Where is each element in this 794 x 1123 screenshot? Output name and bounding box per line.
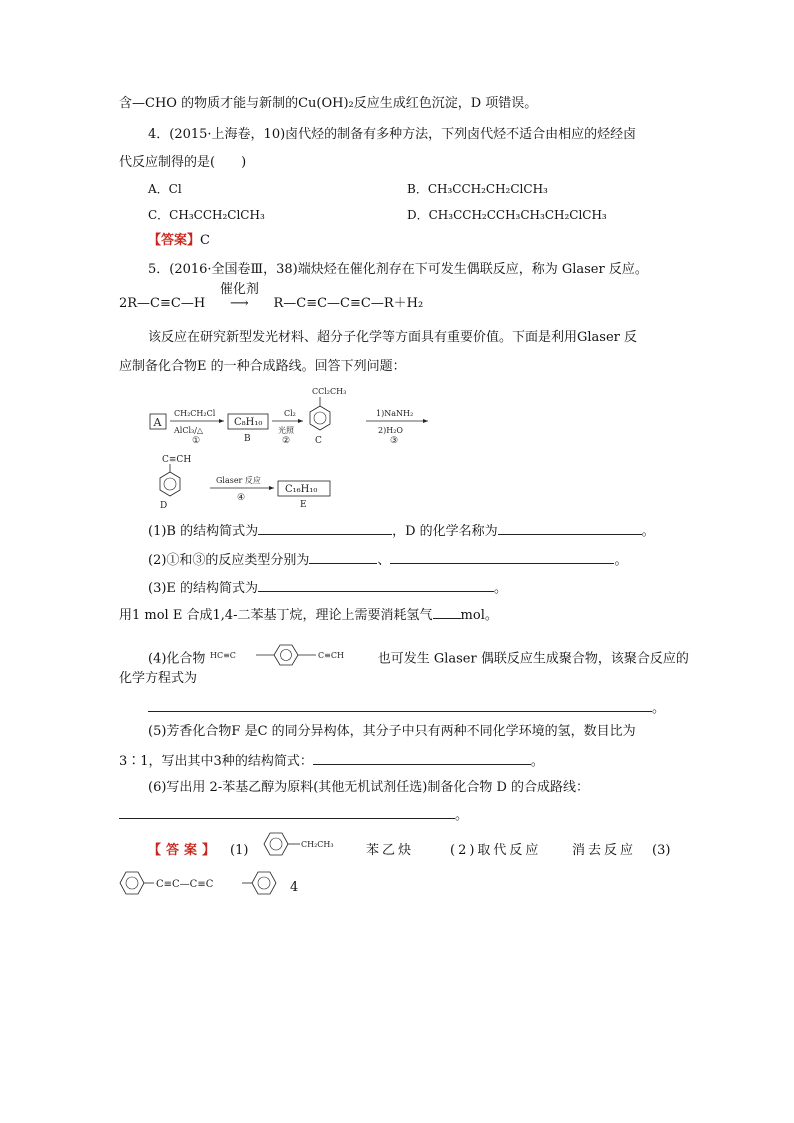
reagent1-top: CH₂CH₂Cl: [174, 409, 216, 418]
subq5-line1: (5)芳香化合物F 是C 的同分异构体，其分子中只有两种不同化学环境的氢，数目比为: [148, 724, 636, 739]
subq6-blank-route[interactable]: [119, 806, 455, 819]
q5-answer-label: 【答案】: [148, 843, 221, 858]
subq1-text-c: 。: [641, 524, 655, 539]
subq2-text-c: 。: [614, 553, 628, 568]
compound-e-formula: C₁₆H₁₀: [285, 484, 318, 495]
answer3-hydrogen: 4: [290, 880, 299, 895]
subq3-text-a: (3)E 的结构简式为: [148, 581, 259, 596]
compound-c-substituent: CCl₂CH₃: [312, 387, 347, 396]
reagent3-top: 1)NaNH₂: [376, 409, 414, 418]
q4-option-d: D．CH₃CCH₂CCH₃CH₃CH₂ClCH₃: [407, 208, 607, 222]
step2-number: ②: [282, 436, 291, 446]
q4-stem-line1: 4．(2015·上海卷，10)卤代烃的制备有多种方法，下列卤代烃不适合由相应的烃经卤: [148, 127, 637, 142]
answer1-name: 苯乙炔: [366, 843, 415, 858]
q4-answer: [148, 233, 210, 249]
ethylbenzene-ring: [264, 833, 288, 855]
ethylbenzene-structure: [258, 830, 352, 860]
q5-para-line2: 应制备化合物E 的一种合成路线。回答下列问题：: [119, 359, 406, 374]
right-phenyl-ring: [252, 872, 276, 894]
benzene-ring: [274, 645, 298, 665]
subq1-blank-d-name[interactable]: [498, 522, 642, 535]
diethynylbenzene-structure: [210, 644, 374, 674]
subq6-line1: (6)写出用 2-苯基乙醇为原料(其他无机试剂任选)制备化合物 D 的合成路线：: [148, 780, 590, 795]
subq3-text-c: 用1 mol E 合成1,4-二苯基丁烷，理论上需要消耗氢气: [119, 608, 433, 623]
q4-answer-value: C: [200, 233, 210, 248]
subq3: [148, 579, 507, 597]
reagent3-bottom: 2)H₂O: [378, 426, 403, 435]
q4-stem-line2: 代反应制得的是( ): [119, 155, 247, 170]
q5-answer-tag: [148, 843, 220, 859]
subq6-line2: [119, 806, 468, 824]
compound-d-label: D: [160, 501, 168, 511]
synthesis-scheme: [140, 382, 440, 512]
subq1-blank-b-structure[interactable]: [258, 522, 392, 535]
q4-option-a: A．Cl: [148, 182, 182, 196]
subq2-text-a: (2)①和③的反应类型分别为: [148, 553, 310, 568]
intro-line: 含—CHO 的物质才能与新制的Cu(OH)₂反应生成红色沉淀，D 项错误。: [119, 96, 538, 111]
subq1-text-a: (1)B 的结构简式为: [148, 524, 259, 539]
subq5-line2: [119, 752, 544, 770]
step3-number: ③: [390, 436, 399, 446]
compound-a-label: A: [153, 416, 162, 429]
compound-c-label: C: [315, 436, 322, 446]
answer3-number: (3): [652, 843, 671, 858]
subq4-text-a: (4)化合物: [148, 651, 206, 667]
answer1-number: (1): [230, 843, 249, 858]
q5-equation: [119, 282, 424, 312]
q4-answer-tag: 【答案】: [148, 233, 201, 248]
subq4-line2: 化学方程式为: [119, 671, 198, 686]
equation-arrow: 催化剂 ⟶: [211, 296, 267, 312]
compound-b-label: B: [244, 434, 251, 444]
subq1-text-b: ，D 的化学名称为: [392, 524, 498, 539]
reagent2-top: Cl₂: [284, 409, 296, 418]
subq6-text-b: 。: [455, 808, 469, 823]
step1-number: ①: [192, 436, 201, 446]
subq3-text-d: mol。: [460, 608, 498, 623]
subq3-blank-e-structure[interactable]: [258, 579, 494, 592]
subq4-text-b: 也可发生 Glaser 偶联反应生成聚合物，该聚合反应的: [377, 651, 689, 667]
structure-right-group: C≡CH: [317, 651, 344, 660]
q5-stem-line1: 5．(2016·全国卷Ⅲ，38)端炔烃在催化剂存在下可发生偶联反应，称为 Glaser 反应。: [148, 262, 648, 277]
subq4-line3: [148, 699, 665, 717]
subq2: [148, 551, 627, 569]
subq2-blank-2[interactable]: [390, 551, 614, 564]
compound-b-formula: C₈H₁₀: [234, 417, 263, 428]
diphenylbutadiyne-structure: [114, 870, 290, 898]
answer2-a: (2)取代反应: [450, 843, 542, 858]
subq4-blank-equation[interactable]: [148, 699, 652, 712]
structure-left-group: HC≡C: [209, 651, 236, 660]
compound-c-ring: [310, 406, 330, 430]
subq2-blank-1[interactable]: [309, 551, 377, 564]
subq3-hydrogen: [119, 606, 498, 624]
reagent4-top: Glaser 反应: [216, 476, 261, 485]
equation-catalyst: 催化剂: [219, 282, 259, 297]
step4-number: ④: [237, 493, 246, 503]
equation-right: R—C≡C—C≡C—R＋H₂: [273, 296, 424, 311]
subq5-text-b: 3∶1，写出其中3种的结构简式：: [119, 754, 313, 769]
subq2-text-b: 、: [377, 553, 391, 568]
subq4-line1: [148, 644, 689, 674]
compound-d-substituent: C≡CH: [162, 455, 192, 465]
compound-e-label: E: [300, 500, 307, 510]
subq3-blank-mol[interactable]: [433, 606, 461, 619]
subq5-text-c: 。: [530, 754, 544, 769]
subq1: [148, 522, 655, 540]
left-phenyl-ring: [120, 872, 144, 894]
reagent1-bottom: AlCl₃/△: [174, 426, 204, 435]
subq3-text-b: 。: [494, 581, 508, 596]
equation-left: 2R—C≡C—H: [119, 296, 206, 311]
q4-option-c: C．CH₃CCH₂ClCH₃: [148, 208, 265, 222]
subq4-text-d: 。: [652, 701, 666, 716]
ethylbenzene-substituent: CH₂CH₃: [301, 840, 334, 849]
reagent2-bottom: 光照: [278, 426, 294, 435]
q4-option-b: B．CH₃CCH₂CH₂ClCH₃: [407, 182, 548, 196]
butadiyne-chain: C≡C—C≡C: [156, 879, 214, 890]
subq5-blank-structures[interactable]: [313, 752, 531, 765]
compound-d-ring: [160, 472, 180, 496]
q5-para-line1: 该反应在研究新型发光材料、超分子化学等方面具有重要价值。下面是利用Glaser 反: [148, 330, 638, 345]
answer2-b: 消去反应: [572, 843, 637, 858]
